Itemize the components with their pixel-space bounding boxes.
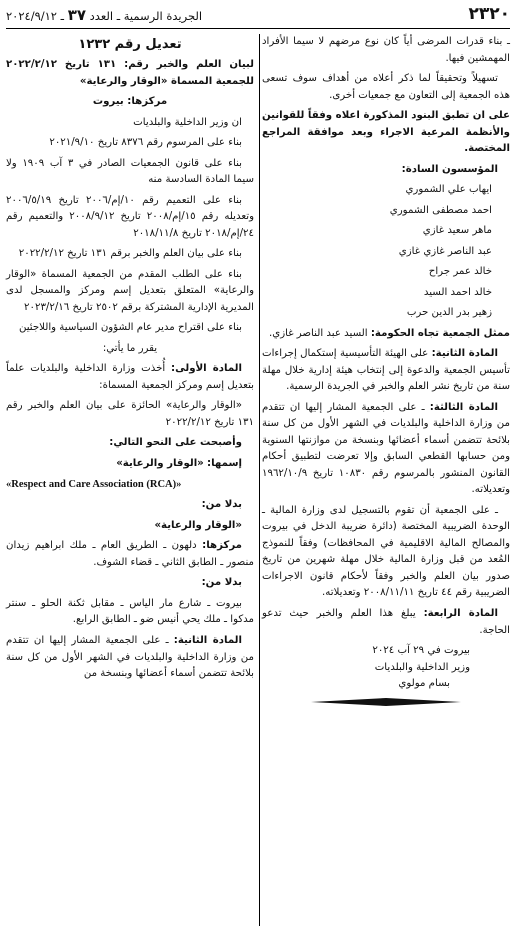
paragraph: تسهيلاً وتحقيقاً لما ذكر أعلاه من أهداف سوف تسعى هذه الجمعية إلى التعاون مع جمعيات أخرى.	[262, 73, 510, 101]
article-label: المادة الثانية:	[173, 635, 242, 646]
new-headquarters	[6, 538, 254, 571]
article-2	[6, 633, 254, 683]
paragraph: ان وزير الداخلية والبلديات	[133, 116, 242, 128]
old-name: «الوقار والرعاية»	[154, 519, 242, 531]
end-ornament-icon	[311, 697, 461, 707]
paragraph: بناء على اقتراح مدير عام الشؤون السياسية واللاجئين	[18, 322, 242, 334]
page-number: ٢٣٢٠	[468, 4, 510, 25]
page-header	[6, 4, 510, 26]
founder-name: ايهاب علي الشموري	[405, 184, 492, 196]
new-name-line	[6, 456, 254, 473]
article-label: المادة الأولى:	[171, 363, 242, 375]
old-headquarters: بيروت ـ شارع مار الياس ـ مقابل ثكنة الحلو ـ سنتر مدكوا ـ ملك يحي أنيس ضو ـ الطابق الرابع.	[6, 597, 254, 626]
issue-date: ـ ٢٠٢٤/٩/١٢	[6, 8, 65, 23]
founders-heading: المؤسسون السادة:	[401, 163, 498, 175]
article-label: المادة الثالثة:	[429, 401, 498, 413]
issue-number: ٣٧	[67, 5, 86, 24]
government-representative	[262, 326, 510, 343]
article-text: على الهيئة التأسيسية إستكمال إجراءات تأسيس الجمعية والدعوة إلى إنتخاب هيئة إدارية خلال مهلة سنة من تاريخ نشر العلم والخبر في الجريدة الرسمية.	[262, 348, 510, 393]
label: مركزها:	[127, 96, 168, 108]
founder-name: ماهر سعيد غازي	[422, 225, 492, 237]
value: بيروت	[92, 96, 124, 108]
paragraph: بناء على التعميم رقم ١٠/إم/٢٠٠٦ تاريخ ٢٠٠٦/٥/١٩ وتعديله رقم ١٥/إم/٢٠٠٨ تاريخ ٢٠٠٨/٩/١٢ والتعميم رقم ٢٤/إم/٢٠١٨ تاريخ ٢٠١٨/١١/٨	[6, 194, 255, 239]
gazette-name: الجريدة الرسمية ـ العدد	[89, 8, 203, 23]
amendment-subtitle: لبيان العلم والخبر رقم: ١٣١ تاريخ ٢٠٢٢/٢/١٢ للجمعية المسماة «الوقار والرعاية»	[6, 59, 254, 87]
paragraph: «الوقار والرعاية» الحائزة على بيان العلم والخبر رقم ١٣١ تاريخ ٢٠٢٢/٢/١٢	[6, 400, 254, 428]
article-2	[262, 346, 510, 396]
signature-title: وزير الداخلية والبلديات	[374, 661, 470, 673]
founder-name: عبد الناصر غازي غازي	[398, 245, 492, 257]
column-divider	[259, 34, 260, 926]
right-column	[262, 34, 510, 707]
paragraph: على ان تطبق البنود المذكورة اعلاه وفقاً للقوانين والأنظمة المرعية الاجراء وبعد موافقة المراجع المختصة.	[262, 110, 510, 155]
article-text: ـ على الجمعية المشار إليها ان تتقدم من وزارة الداخلية والبلديات في الشهر الأول من كل سنة بلائحة تتضمن أسماء أعضائها وبنسخة من موازنتها السنوية ومن حسابها القطعي السابق وإلا تعرضت لتطبيق أحكام القانون المنشور بالمرسوم رقم ١٠٨٣٠ تاريخ ١٩٦٢/١٠/٩ وتعديلاته.	[262, 401, 511, 496]
label: مركزها:	[202, 540, 242, 552]
value: «الوقار والرعاية»	[116, 457, 204, 469]
signature-place-date: بيروت في ٢٩ آب ٢٠٢٤	[372, 645, 470, 657]
article-4	[262, 606, 510, 639]
value: السيد عبد الناصر غازي.	[268, 327, 368, 339]
instead-of-label: بدلا من:	[201, 577, 242, 589]
header-rule	[6, 28, 510, 29]
english-name: «Respect and Care Association (RCA)»	[6, 479, 182, 491]
label: ممثل الجمعية تجاه الحكومة:	[370, 327, 510, 339]
founder-name: احمد مصطفى الشموري	[389, 204, 492, 216]
label: إسمها:	[207, 457, 242, 469]
article-text: يبلغ هذا العلم والخبر حيث تدعو الحاجة.	[262, 607, 510, 636]
paragraph: بناء على بيان العلم والخبر برقم ١٣١ تاريخ ٢٠٢٢/٢/١٢	[18, 248, 242, 260]
founder-name: خالد عمر جراح	[428, 266, 492, 278]
article-label: المادة الثانية:	[431, 348, 498, 360]
became-line: وأصبحت على النحو التالي:	[109, 437, 242, 449]
founder-name: خالد احمد السيد	[423, 286, 492, 298]
article-text: أُخذت وزارة الداخلية والبلديات علماً بتعديل إسم ومركز الجمعية المسماة:	[6, 363, 254, 391]
left-column	[6, 34, 254, 687]
paragraph: بناء على الطلب المقدم من الجمعية المسماة «الوقار والرعاية» المتعلق بتعديل إسم ومركز والمسجل لدى المديرية الإدارية المشتركة برقم ٢٥٠٢ تاريخ ٢٠٢٣/٢/١٦	[6, 268, 254, 313]
headquarters-line	[6, 94, 254, 111]
running-title	[6, 3, 202, 27]
value: دلهون ـ الطريق العام ـ ملك ابراهيم زيدان منصور ـ الطابق الثاني ـ قضاء الشوف.	[6, 540, 254, 568]
paragraph: بناء على قانون الجمعيات الصادر في ٣ آب ١٩٠٩ ولا سيما المادة السادسة منه	[6, 157, 254, 186]
decides-line: يقرر ما يأتي:	[102, 342, 158, 354]
article-1	[6, 361, 254, 394]
paragraph: ـ على الجمعية أن تقوم بالتسجيل لدى وزارة المالية ـ الوحدة الضريبية المختصة (دائرة ضريبة الدخل في بيروت والمصالح المالية الاقليمية في المحافظات) وفقاً للنموذج المُعد من قبل وزارة المالية خلال مهلة شهرين من تاريخ صدور بيان العلم والخبر وفقاً لأحكام قانون الاجراءات الضريبية رقم ٤٤ تاريخ ٢٠٠٨/١١/١١ وتعديلاته.	[262, 504, 510, 599]
founder-name: زهير بدر الدين حرب	[406, 307, 492, 319]
instead-of-label: بدلا من:	[201, 499, 242, 511]
article-label: المادة الرابعة:	[423, 607, 498, 619]
signature-name: بسام مولوي	[398, 678, 450, 690]
paragraph: بناء على المرسوم رقم ٨٣٧٦ تاريخ ٢٠٢١/٩/١٠	[49, 137, 242, 149]
article-text: ـ على الجمعية المشار إليها ان تتقدم من وزارة الداخلية والبلديات في الشهر الأول من كل سنة بلائحة تتضمن أسماء أعضائها وبنسخة من	[6, 635, 254, 680]
article-3	[262, 400, 510, 499]
amendment-title: تعديل رقم ١٢٣٢	[78, 37, 182, 52]
paragraph: ـ بناء قدرات المرضى أياً كان نوع مرضهم لا سيما الأفراد المهمشين فيها.	[262, 36, 510, 64]
